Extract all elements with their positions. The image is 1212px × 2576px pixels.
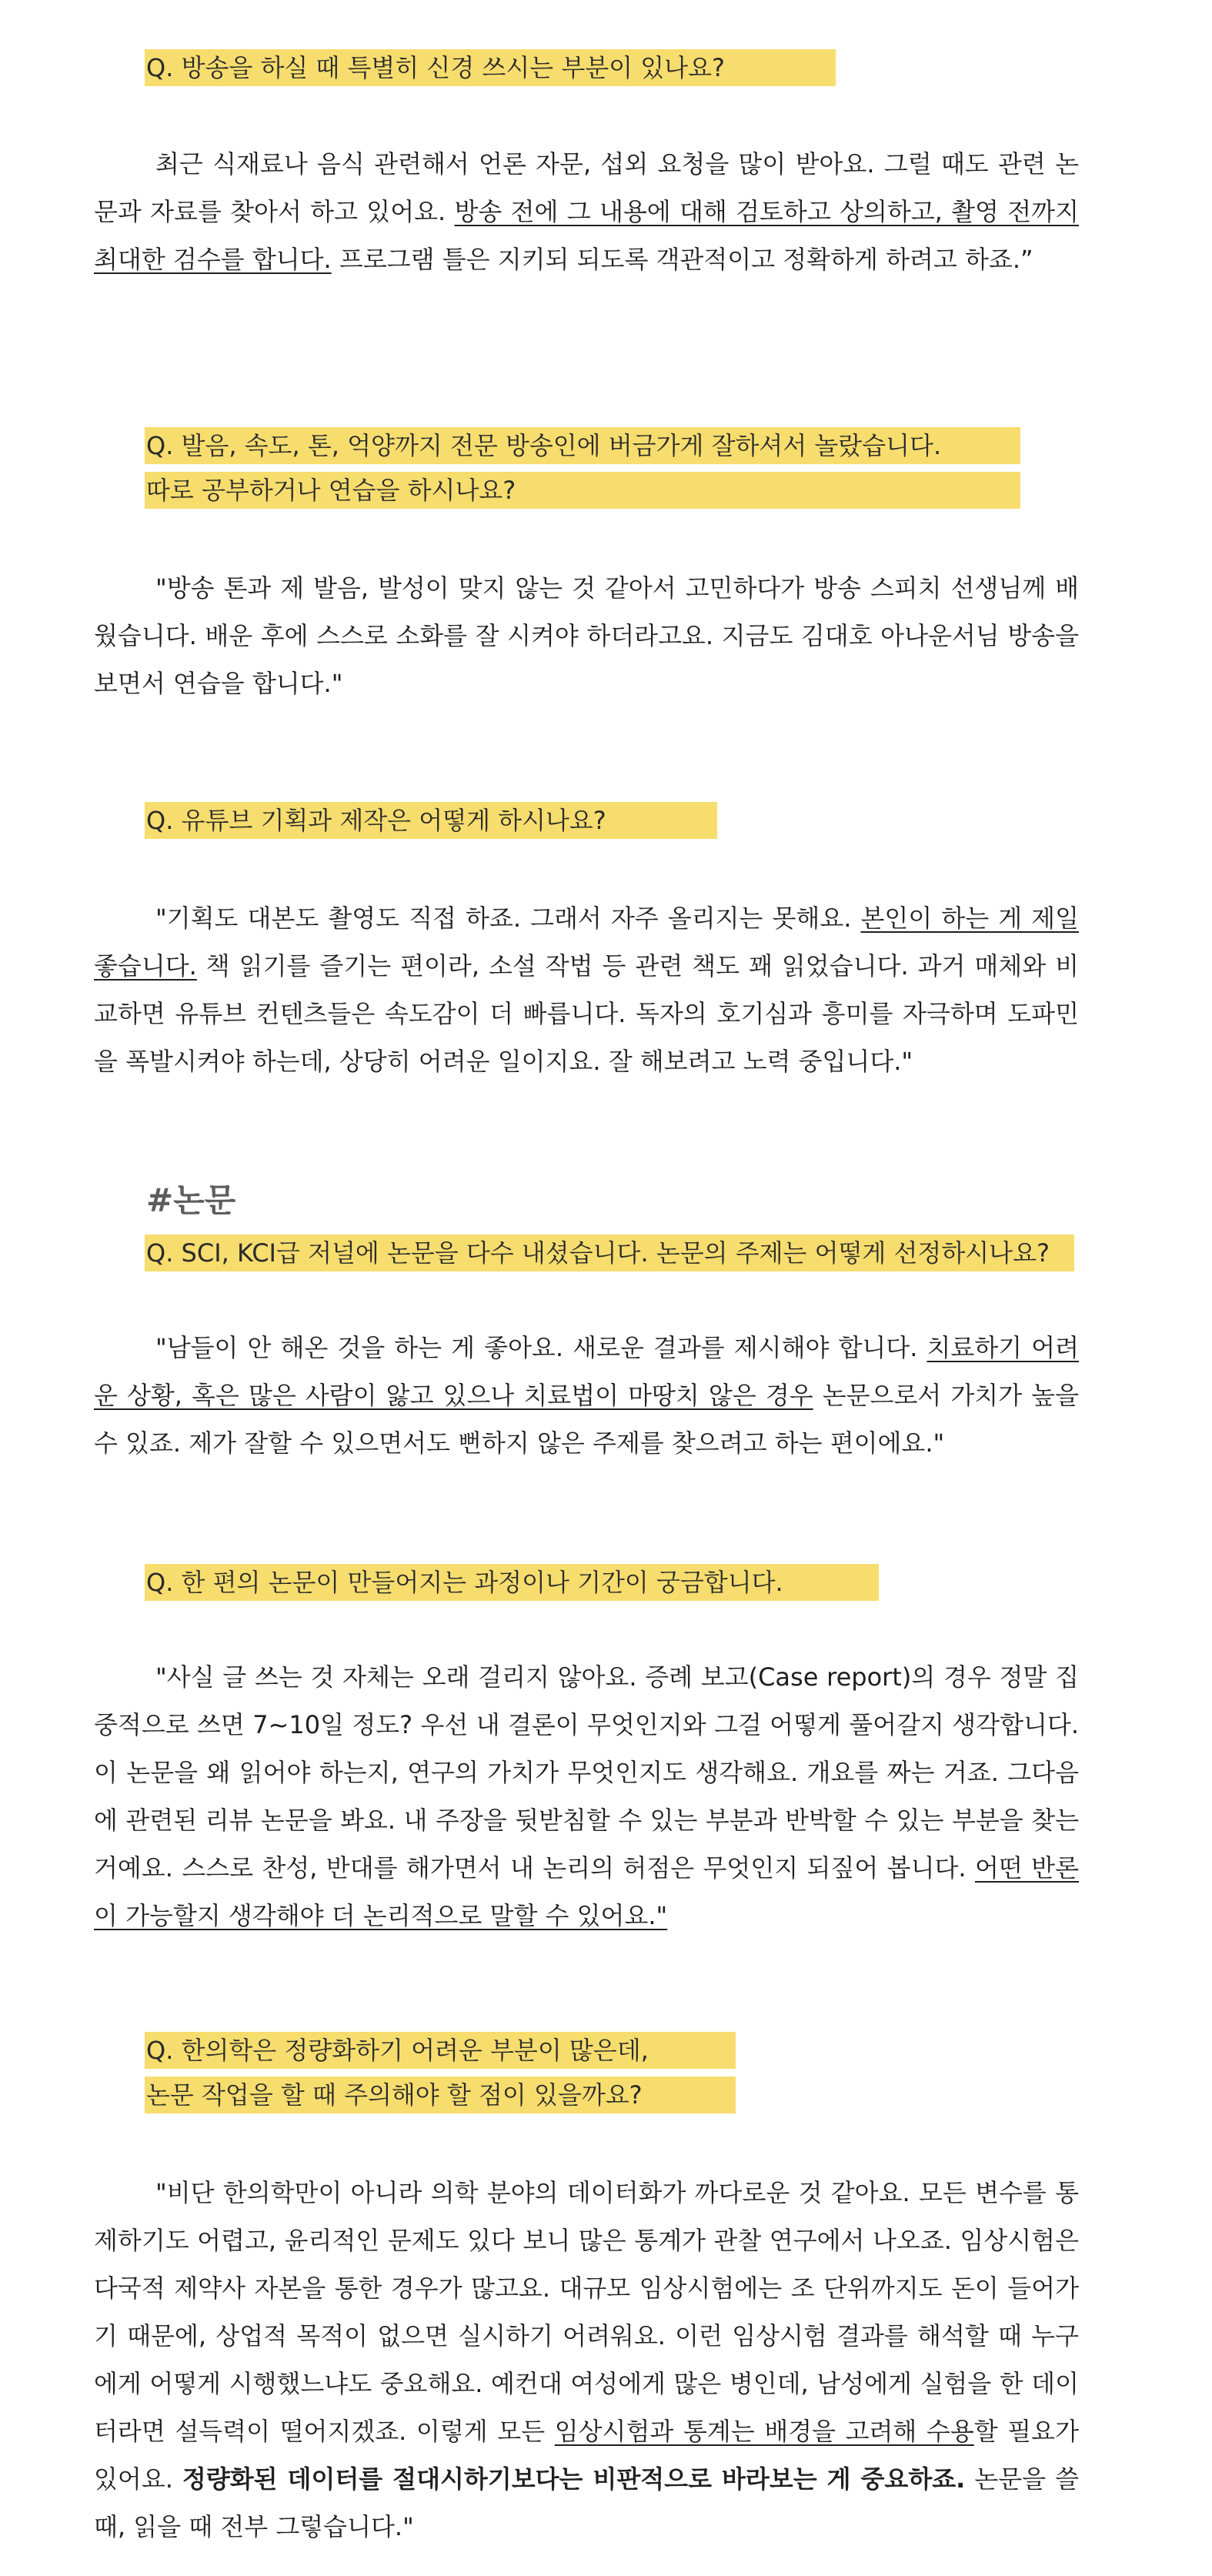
answer-text: "방송 톤과 제 발음, 발성이 맞지 않는 것 같아서 고민하다가 방송 스피치 선생님께 배웠습니다. 배운 후에 스스로 소화를 잘 시켜야 하더라고요. 지금도 김대호 아나운서님 방송을 보면서 연습을 합니다." bbox=[94, 573, 1079, 698]
question-highlight: Q. 방송을 하실 때 특별히 신경 쓰시는 부분이 있나요? bbox=[145, 49, 836, 86]
answer-text: "남들이 안 해온 것을 하는 게 좋아요. 새로운 결과를 제시해야 합니다. bbox=[155, 1333, 927, 1362]
answer-text: "비단 한의학만이 아니라 의학 분야의 데이터화가 까다로운 것 같아요. 모든 변수를 통제하기도 어렵고, 윤리적인 문제도 있다 보니 많은 통계가 관찰 연구에서 나오죠. 임상시험은 다국적 제약사 자본을 통한 경우가 많고요. 대규모 임상시험에는 조 단위까지도 돈이 들어가기 때문에, 상업적 목적이 없으면 실시하기 어려워요. 이런 임상시험 결과를 해석할 때 누구에게 어떻게 시행했느냐도 중요해요. 예컨대 여성에게 많은 병인데, 남성에게 실험을 한 데이터라면 설득력이 떨어지겠죠. 이렇게 모든 bbox=[94, 2178, 1079, 2446]
answer-paragraph bbox=[94, 894, 1079, 1085]
answer-text: 논문으로서 가치가 높을 수 있죠. 제가 잘할 수 있으면서도 뻔하지 않은 주제를 찾으려고 하는 편이에요." bbox=[94, 1381, 1080, 1458]
question-highlight: Q. 유튜브 기획과 제작은 어떻게 하시나요? bbox=[145, 802, 717, 839]
question-highlight: Q. 한 편의 논문이 만들어지는 과정이나 기간이 궁금합니다. bbox=[145, 1564, 879, 1601]
question-highlight: Q. 발음, 속도, 톤, 억양까지 전문 방송인에 버금가게 잘하셔서 놀랐습니다. bbox=[145, 427, 1020, 464]
question-highlight: 논문 작업을 할 때 주의해야 할 점이 있을까요? bbox=[145, 2077, 736, 2113]
question-highlight: Q. SCI, KCI급 저널에 논문을 다수 내셨습니다. 논문의 주제는 어떻게 선정하시나요? bbox=[145, 1235, 1074, 1271]
answer-underlined-text: 임상시험과 통계는 배경을 고려해 수용 bbox=[554, 2417, 974, 2446]
answer-text: 책 읽기를 즐기는 편이라, 소설 작법 등 관련 책도 꽤 읽었습니다. 과거 매체와 비교하면 유튜브 컨텐츠들은 속도감이 더 빠릅니다. 독자의 호기심과 흥미를 자극하며 도파민을 폭발시켜야 하는데, 상당히 어려운 일이지요. 잘 해보려고 노력 중입니다." bbox=[94, 951, 1079, 1076]
answer-text: "사실 글 쓰는 것 자체는 오래 걸리지 않아요. 증례 보고(Case report)의 경우 정말 집중적으로 쓰면 7~10일 정도? 우선 내 결론이 무엇인지와 그걸 어떻게 풀어갈지 생각합니다. 이 논문을 왜 읽어야 하는지, 연구의 가치가 무엇인지도 생각해요. 개요를 짜는 거죠. 그다음에 관련된 리뷰 논문을 봐요. 내 주장을 뒷받침할 수 있는 부분과 반박할 수 있는 부분을 찾는 거예요. 스스로 찬성, 반대를 해가면서 내 논리의 허점은 무엇인지 되짚어 봅니다. bbox=[94, 1662, 1079, 1883]
answer-underlined-text: 본인이 하는 게 제일 좋습니다. bbox=[94, 904, 1080, 981]
answer-text: 최근 식재료나 음식 관련해서 언론 자문, 섭외 요청을 많이 받아요. 그럴 때도 관련 논문과 자료를 찾아서 하고 있어요. bbox=[94, 149, 1079, 226]
answer-text: "기획도 대본도 촬영도 직접 하죠. 그래서 자주 올리지는 못해요. bbox=[155, 904, 861, 933]
answer-text: 프로그램 틀은 지키되 되도록 객관적이고 정확하게 하려고 하죠.” bbox=[331, 245, 1033, 274]
answer-paragraph bbox=[94, 564, 1079, 707]
answer-text: 할 필요가 있어요. bbox=[94, 2417, 1080, 2494]
answer-underlined-text: 방송 전에 그 내용에 대해 검토하고 상의하고, 촬영 전까지 최대한 검수를 합니다. bbox=[94, 197, 1079, 274]
answer-bold-text: 정량화된 데이터를 절대시하기보다는 비판적으로 바라보는 게 중요하죠. bbox=[182, 2464, 966, 2494]
answer-underlined-text: 치료하기 어려운 상황, 혹은 많은 사람이 앓고 있으나 치료법이 마땅치 않은 경우 bbox=[94, 1333, 1079, 1410]
answer-paragraph bbox=[94, 1324, 1079, 1467]
answer-text: 논문을 쓸 때, 읽을 때 전부 그렇습니다." bbox=[94, 2464, 1079, 2541]
answer-paragraph bbox=[94, 1653, 1079, 1940]
question-highlight: 따로 공부하거나 연습을 하시나요? bbox=[145, 472, 1020, 509]
answer-underlined-text: 어떤 반론이 가능할지 생각해야 더 논리적으로 말할 수 있어요." bbox=[94, 1853, 1080, 1930]
answer-paragraph bbox=[94, 140, 1079, 283]
answer-paragraph bbox=[94, 2169, 1079, 2551]
section-heading: #논문 bbox=[146, 1181, 236, 1219]
question-highlight: Q. 한의학은 정량화하기 어려운 부분이 많은데, bbox=[145, 2032, 736, 2069]
